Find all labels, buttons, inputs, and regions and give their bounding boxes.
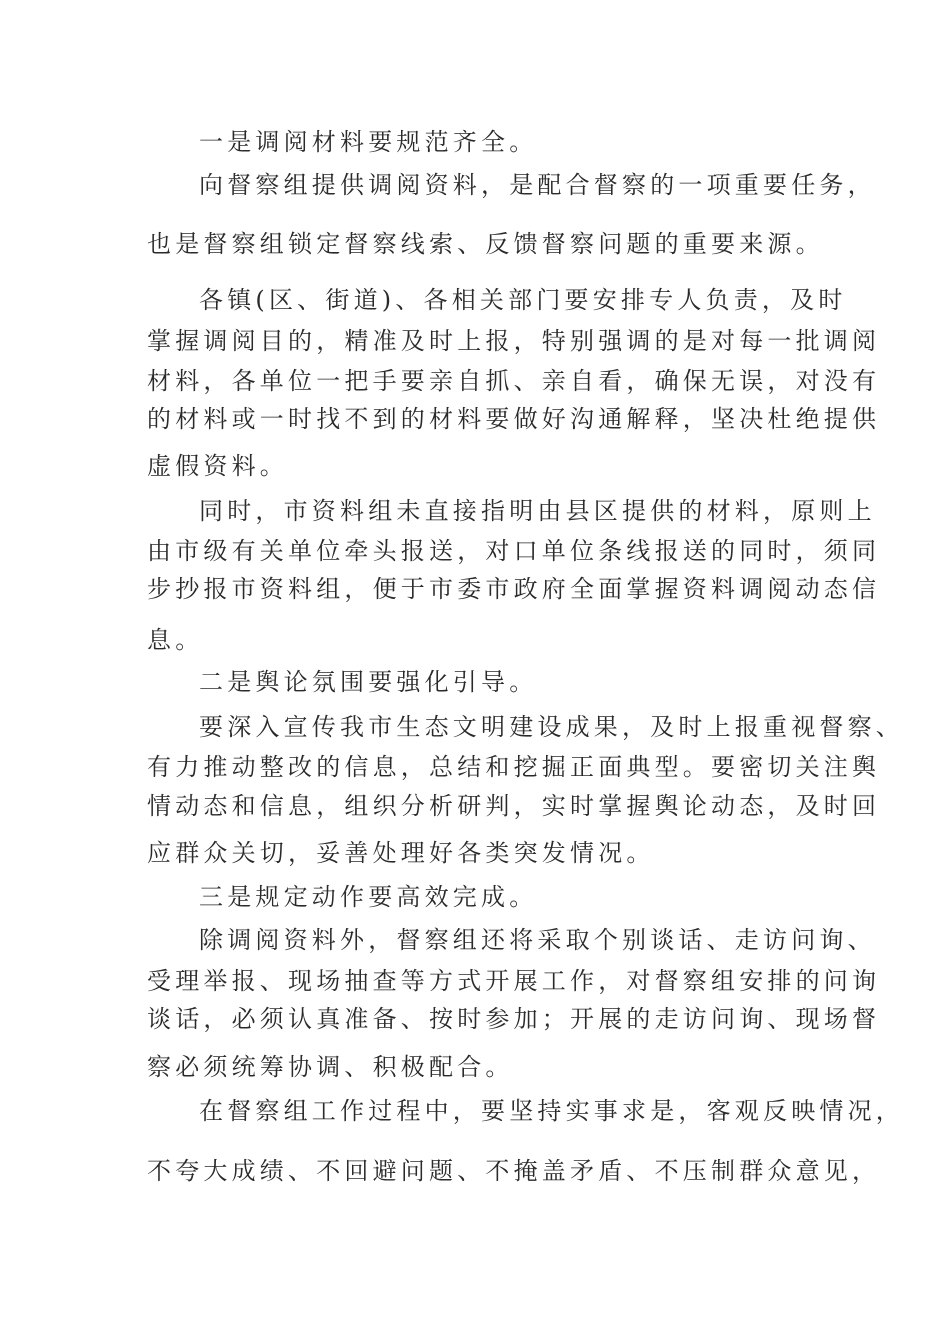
paragraph-line: 要深入宣传我市生态文明建设成果，及时上报重视督察、 xyxy=(199,713,904,741)
paragraph-line: 除调阅资料外，督察组还将采取个别谈话、走访问询、 xyxy=(199,926,876,954)
paragraph-line: 情动态和信息，组织分析研判，实时掌握舆论动态，及时回 xyxy=(147,792,881,820)
paragraph-line: 掌握调阅目的，精准及时上报，特别强调的是对每一批调阅 xyxy=(147,327,881,355)
paragraph-line: 向督察组提供调阅资料，是配合督察的一项重要任务， xyxy=(199,171,876,199)
paragraph-line: 察必须统筹协调、积极配合。 xyxy=(147,1053,514,1081)
paragraph-line: 的材料或一时找不到的材料要做好沟通解释，坚决杜绝提供 xyxy=(147,405,881,433)
paragraph-line: 步抄报市资料组，便于市委市政府全面掌握资料调阅动态信 xyxy=(147,575,881,603)
paragraph-line: 应群众关切，妥善处理好各类突发情况。 xyxy=(147,839,655,867)
paragraph-line: 虚假资料。 xyxy=(147,452,288,480)
paragraph-line: 由市级有关单位牵头报送，对口单位条线报送的同时，须同 xyxy=(147,537,881,565)
paragraph-line: 有力推动整改的信息，总结和挖掘正面典型。要密切关注舆 xyxy=(147,753,881,781)
heading-3: 三是规定动作要高效完成。 xyxy=(199,883,538,911)
paragraph-line: 息。 xyxy=(147,626,204,654)
heading-2: 二是舆论氛围要强化引导。 xyxy=(199,668,538,696)
paragraph-line: 同时，市资料组未直接指明由县区提供的材料，原则上 xyxy=(199,497,876,525)
paragraph-line: 谈话，必须认真准备、按时参加；开展的走访问询、现场督 xyxy=(147,1005,881,1033)
paragraph-line: 材料，各单位一把手要亲自抓、亲自看，确保无误，对没有 xyxy=(147,367,881,395)
paragraph-line: 不夸大成绩、不回避问题、不掩盖矛盾、不压制群众意见， xyxy=(147,1157,881,1185)
heading-1: 一是调阅材料要规范齐全。 xyxy=(199,128,538,156)
paragraph-line: 在督察组工作过程中，要坚持实事求是，客观反映情况， xyxy=(199,1097,904,1125)
paragraph-line: 也是督察组锁定督察线索、反馈督察问题的重要来源。 xyxy=(147,230,824,258)
paragraph-line: 受理举报、现场抽查等方式开展工作，对督察组安排的问询 xyxy=(147,967,881,995)
paragraph-line: 各镇(区、街道)、各相关部门要安排专人负责，及时 xyxy=(199,286,847,314)
